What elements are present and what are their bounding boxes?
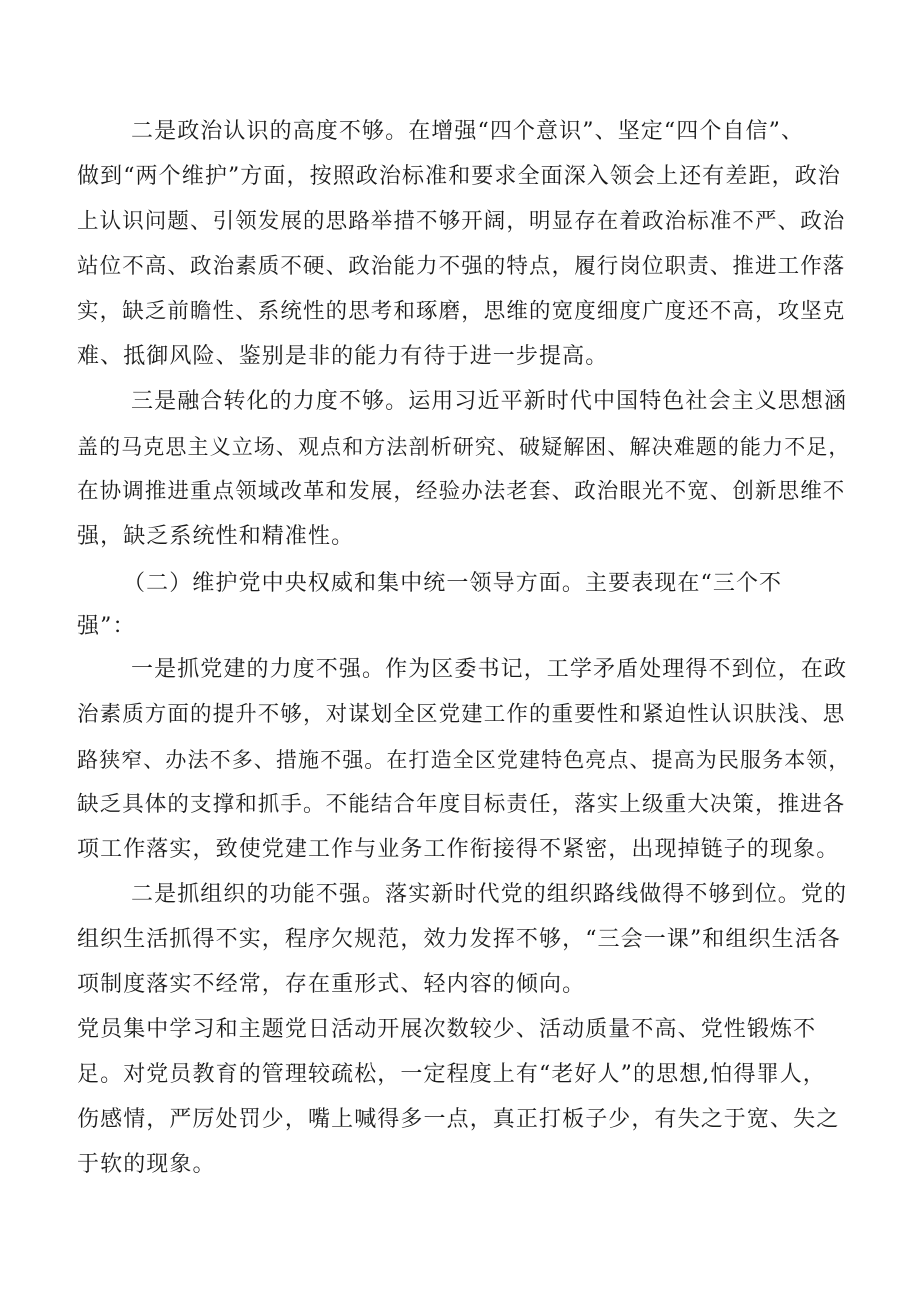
paragraph-line: 足。对党员教育的管理较疏松，一定程度上有“老好人”的思想,怕得罪人，	[77, 1062, 826, 1087]
paragraph-line: 站位不高、政治素质不硬、政治能力不强的特点，履行岗位职责、推进工作落	[77, 254, 846, 279]
section-heading-line: （二）维护党中央权威和集中统一领导方面。主要表现在“三个不	[123, 571, 783, 596]
paragraph-line: 在协调推进重点领域改革和发展，经验办法老套、政治眼光不宽、创新思维不	[77, 479, 846, 504]
paragraph-line: 难、抵御风险、鉴别是非的能力有待于进一步提高。	[77, 344, 609, 369]
paragraph-line: 实，缺乏前瞻性、系统性的思考和琢磨，思维的宽度细度广度还不高，攻坚克	[77, 299, 846, 324]
paragraph-line: 项工作落实，致使党建工作与业务工作衔接得不紧密，出现掉链子的现象。	[77, 837, 840, 862]
paragraph-line: 缺乏具体的支撑和抓手。不能结合年度目标责任，落实上级重大决策，推进各	[77, 792, 846, 817]
paragraph-line: 党员集中学习和主题党日活动开展次数较少、活动质量不高、党性锻炼不	[77, 1017, 817, 1042]
paragraph-line: 做到“两个维护”方面，按照政治标准和要求全面深入领会上还有差距，政治	[77, 164, 841, 189]
paragraph-line: 一是抓党建的力度不强。作为区委书记，工学矛盾处理得不到位，在政	[131, 657, 848, 682]
paragraph-line: 于软的现象。	[77, 1152, 216, 1177]
section-heading-line: 强”：	[77, 614, 136, 639]
paragraph-line: 强，缺乏系统性和精准性。	[77, 524, 355, 549]
paragraph-line: 治素质方面的提升不够，对谋划全区党建工作的重要性和紧迫性认识肤浅、思	[77, 702, 846, 727]
paragraph-line: 伤感情，严厉处罚少，嘴上喊得多一点，真正打板子少，有失之于宽、失之	[77, 1107, 840, 1132]
paragraph-line: 三是融合转化的力度不够。运用习近平新时代中国特色社会主义思想涵	[131, 389, 848, 414]
paragraph-line: 二是抓组织的功能不强。落实新时代党的组织路线做得不够到位。党的	[131, 882, 848, 907]
paragraph-line: 二是政治认识的高度不够。在增强“四个意识”、坚定“四个自信”、	[131, 119, 805, 144]
paragraph-line: 上认识问题、引领发展的思路举措不够开阔，明显存在着政治标准不严、政治	[77, 209, 846, 234]
paragraph-line: 路狭窄、办法不多、措施不强。在打造全区党建特色亮点、提高为民服务本领，	[77, 748, 851, 772]
paragraph-line: 组织生活抓得不实，程序欠规范，效力发挥不够，“三会一课”和组织生活各	[77, 927, 841, 952]
paragraph-line: 盖的马克思主义立场、观点和方法剖析研究、破疑解困、解决难题的能力不足，	[77, 435, 851, 459]
paragraph-line: 项制度落实不经常，存在重形式、轻内容的倾向。	[77, 972, 586, 997]
